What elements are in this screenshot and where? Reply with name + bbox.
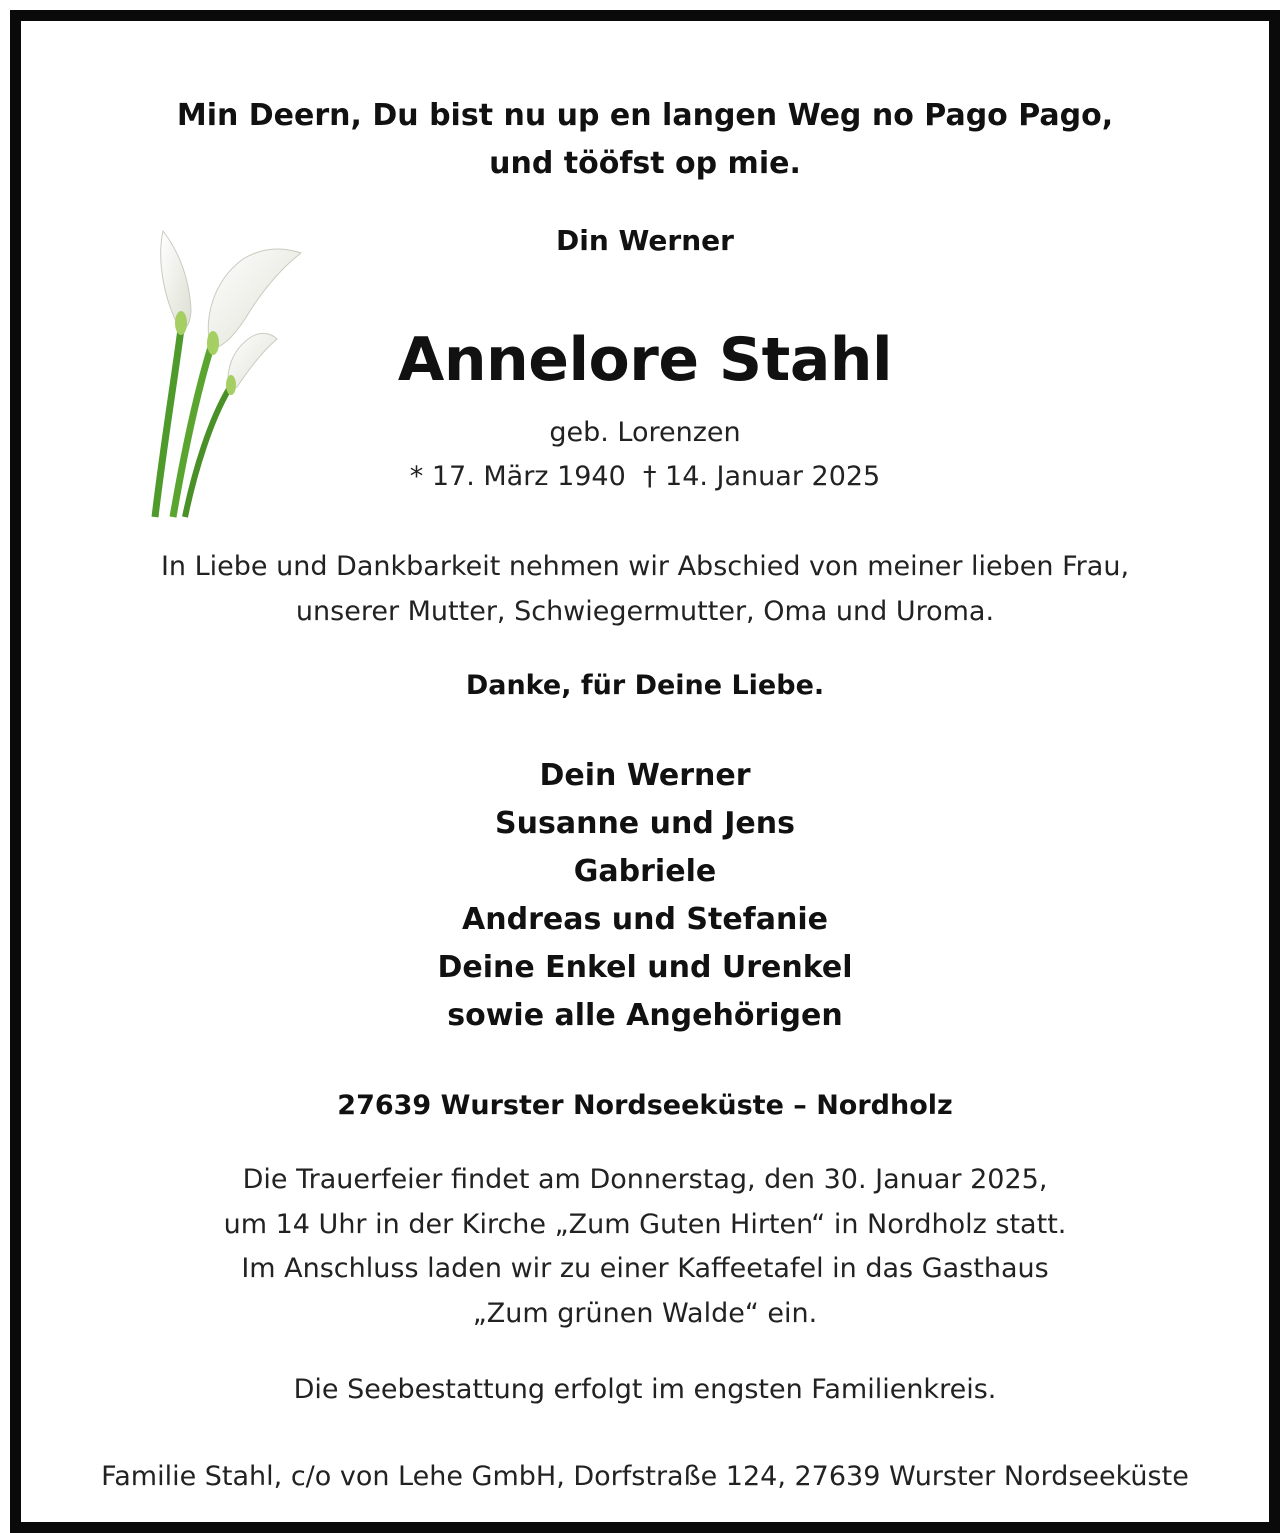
contact-line: Familie Stahl, c/o von Lehe GmbH, Dorfstraße 124, 27639 Wurster Nordseeküste xyxy=(101,1461,1189,1492)
service-line-4: „Zum grünen Walde“ ein. xyxy=(472,1298,818,1329)
location-line: 27639 Wurster Nordseeküste – Nordholz xyxy=(337,1090,953,1121)
life-dates: * 17. März 1940 † 14. Januar 2025 xyxy=(409,461,881,492)
obituary-notice xyxy=(10,10,1280,1533)
mourner-4: Andreas und Stefanie xyxy=(462,902,828,937)
mourner-5: Deine Enkel und Urenkel xyxy=(437,950,853,985)
farewell-line-1: In Liebe und Dankbarkeit nehmen wir Abschied von meiner lieben Frau, xyxy=(160,551,1130,582)
service-line-3: Im Anschluss laden wir zu einer Kaffeetafel in das Gasthaus xyxy=(241,1253,1049,1284)
service-line-2: um 14 Uhr in der Kirche „Zum Guten Hirten“ in Nordholz statt. xyxy=(223,1209,1067,1240)
thanks-line: Danke, für Deine Liebe. xyxy=(465,670,825,701)
burial-line: Die Seebestattung erfolgt im engsten Familienkreis. xyxy=(293,1374,997,1405)
service-line-1: Die Trauerfeier findet am Donnerstag, den 30. Januar 2025, xyxy=(242,1164,1048,1195)
motto-signature: Din Werner xyxy=(556,224,734,257)
mourner-2: Susanne und Jens xyxy=(495,806,795,841)
mourner-3: Gabriele xyxy=(573,854,717,889)
motto-line-1: Min Deern, Du bist nu up en langen Weg no Pago Pago, xyxy=(176,98,1114,133)
farewell-line-2: unserer Mutter, Schwiegermutter, Oma und Uroma. xyxy=(295,596,995,627)
mourner-6: sowie alle Angehörigen xyxy=(447,998,843,1033)
deceased-name: Annelore Stahl xyxy=(397,325,893,395)
motto-line-2: und tööfst op mie. xyxy=(489,146,801,181)
birth-name: geb. Lorenzen xyxy=(549,417,741,448)
mourner-1: Dein Werner xyxy=(539,758,751,793)
